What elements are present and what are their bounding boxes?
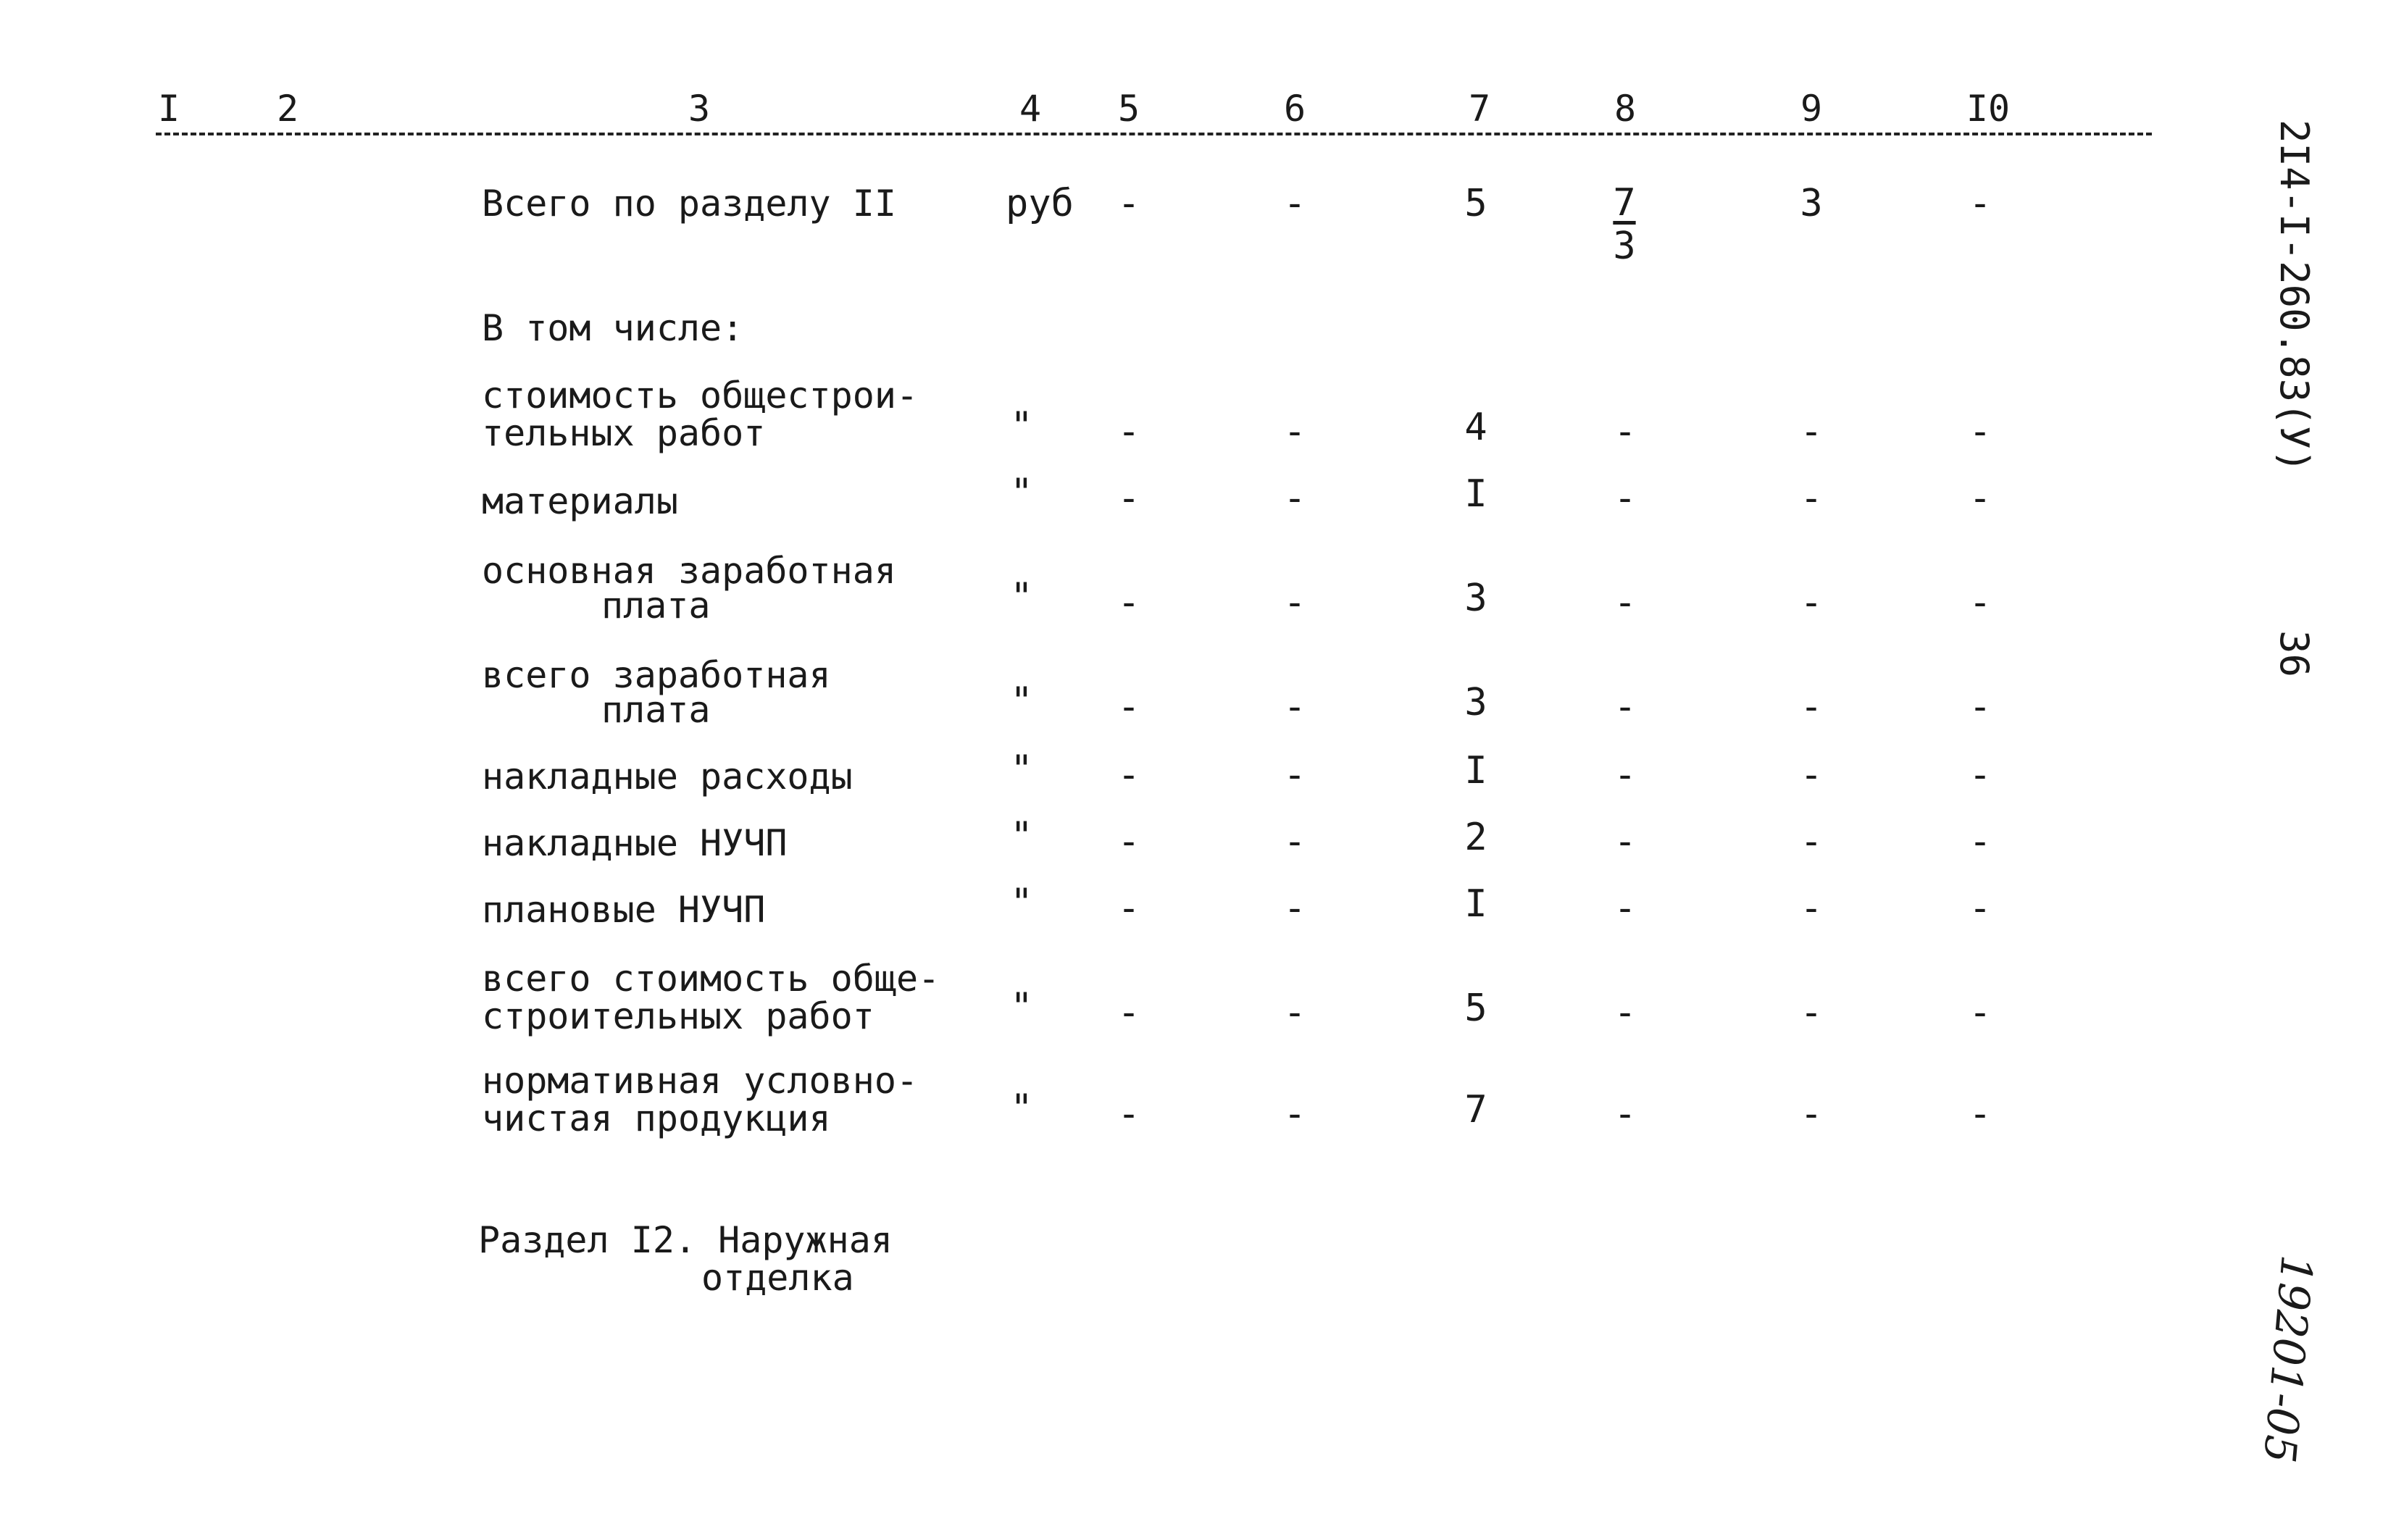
- row-c10: -: [1969, 1092, 1992, 1136]
- col-header-3: 3: [688, 88, 711, 130]
- row-c10: -: [1969, 991, 1992, 1034]
- row-label-line1: материалы: [482, 480, 678, 522]
- row-c10: -: [1969, 685, 1992, 729]
- row-unit: ": [1010, 985, 1033, 1029]
- row-unit: ": [1010, 404, 1033, 448]
- row-c9: -: [1800, 410, 1823, 453]
- row-unit: ": [1010, 748, 1033, 791]
- row-c5: -: [1117, 887, 1140, 930]
- row-c5: -: [1117, 820, 1140, 863]
- row-c7: 7: [1464, 1088, 1487, 1131]
- col-header-2: 2: [277, 88, 299, 130]
- col-header-1: I: [158, 88, 180, 130]
- row-unit: ": [1010, 881, 1033, 924]
- row-c5: -: [1117, 410, 1140, 453]
- row-c9: -: [1800, 685, 1823, 729]
- page-number: 36: [2271, 630, 2317, 678]
- row-c7: I: [1464, 882, 1487, 926]
- row-unit: ": [1010, 575, 1033, 619]
- fraction-denominator: 3: [1613, 225, 1636, 268]
- section-title-line2: отделка: [701, 1257, 854, 1299]
- row-c6: -: [1283, 887, 1306, 930]
- row-label-line1: накладные расходы: [482, 756, 853, 798]
- row-c7: 5: [1464, 987, 1487, 1030]
- row-label-line1: всего заработная: [482, 654, 831, 696]
- row-label-line1: нормативная условно-: [482, 1060, 919, 1102]
- row-label-line2: плата: [601, 689, 711, 731]
- row-c5: -: [1117, 477, 1140, 520]
- doc-code: 2I4-I-260.83(У): [2271, 120, 2317, 473]
- row-c7: 4: [1464, 406, 1487, 449]
- row-c9: -: [1800, 477, 1823, 520]
- row-c6: -: [1283, 991, 1306, 1034]
- row-c7: 2: [1464, 816, 1487, 859]
- row-c6: -: [1283, 477, 1306, 520]
- row-label-line2: чистая продукция: [482, 1097, 831, 1139]
- col-header-8: 8: [1614, 88, 1637, 130]
- row-c6: -: [1283, 581, 1306, 624]
- row-c8: -: [1614, 410, 1637, 453]
- row-c10: -: [1969, 581, 1992, 624]
- row-c8: -: [1614, 991, 1637, 1034]
- section-title-line1: Раздел I2. Наружная: [478, 1219, 893, 1261]
- row-label-line2: строительных работ: [482, 995, 875, 1037]
- row-c5: -: [1117, 685, 1140, 729]
- col-header-4: 4: [1019, 88, 1042, 130]
- row-c9: -: [1800, 887, 1823, 930]
- total-row-c5: -: [1117, 182, 1140, 225]
- row-c10: -: [1969, 410, 1992, 453]
- row-c7: 3: [1464, 577, 1487, 620]
- row-c8: -: [1614, 820, 1637, 863]
- row-c8: -: [1614, 581, 1637, 624]
- col-header-7: 7: [1468, 88, 1491, 130]
- total-row-c6: -: [1283, 182, 1306, 225]
- row-label-line2: плата: [601, 585, 711, 627]
- row-c10: -: [1969, 820, 1992, 863]
- total-row-c8-fraction: [1613, 181, 1635, 268]
- header-rule: [156, 133, 2152, 135]
- row-c8: -: [1614, 753, 1637, 797]
- col-header-10: I0: [1966, 88, 2011, 130]
- subheading: В том числе:: [482, 307, 744, 349]
- row-label-line2: тельных работ: [482, 412, 766, 454]
- total-row-c7: 5: [1464, 182, 1487, 225]
- row-label-line1: всего стоимость обще-: [482, 958, 940, 1000]
- row-c6: -: [1283, 410, 1306, 453]
- row-c6: -: [1283, 685, 1306, 729]
- row-label-line1: стоимость общестрои-: [482, 374, 919, 417]
- row-c9: -: [1800, 1092, 1823, 1136]
- row-unit: ": [1010, 471, 1033, 514]
- row-unit: ": [1010, 814, 1033, 858]
- fraction-numerator: 7: [1613, 181, 1636, 225]
- total-row-c10: -: [1969, 182, 1992, 225]
- row-c6: -: [1283, 753, 1306, 797]
- row-c5: -: [1117, 753, 1140, 797]
- row-c9: -: [1800, 753, 1823, 797]
- row-c10: -: [1969, 477, 1992, 520]
- col-header-5: 5: [1117, 88, 1140, 130]
- row-c8: -: [1614, 1092, 1637, 1136]
- row-unit: ": [1010, 1087, 1033, 1130]
- row-c9: -: [1800, 820, 1823, 863]
- row-c7: I: [1464, 472, 1487, 516]
- row-c7: 3: [1464, 681, 1487, 724]
- row-c9: -: [1800, 581, 1823, 624]
- col-header-9: 9: [1800, 88, 1823, 130]
- row-c8: -: [1614, 887, 1637, 930]
- row-c5: -: [1117, 1092, 1140, 1136]
- row-c6: -: [1283, 1092, 1306, 1136]
- row-c8: -: [1614, 685, 1637, 729]
- handwritten-note: 19201-05: [2253, 1253, 2322, 1465]
- row-label-line1: основная заработная: [482, 550, 896, 592]
- row-label-line1: накладные НУЧП: [482, 822, 788, 864]
- row-c8: -: [1614, 477, 1637, 520]
- row-c7: I: [1464, 749, 1487, 792]
- row-c9: -: [1800, 991, 1823, 1034]
- total-row-label: Всего по разделу II: [482, 183, 896, 225]
- col-header-6: 6: [1283, 88, 1306, 130]
- total-row-unit: руб: [1006, 182, 1074, 225]
- row-c6: -: [1283, 820, 1306, 863]
- row-unit: ": [1010, 679, 1033, 723]
- row-c5: -: [1117, 991, 1140, 1034]
- row-c5: -: [1117, 581, 1140, 624]
- row-c10: -: [1969, 753, 1992, 797]
- row-c10: -: [1969, 887, 1992, 930]
- row-label-line1: плановые НУЧП: [482, 889, 766, 931]
- total-row-c9: 3: [1800, 182, 1823, 225]
